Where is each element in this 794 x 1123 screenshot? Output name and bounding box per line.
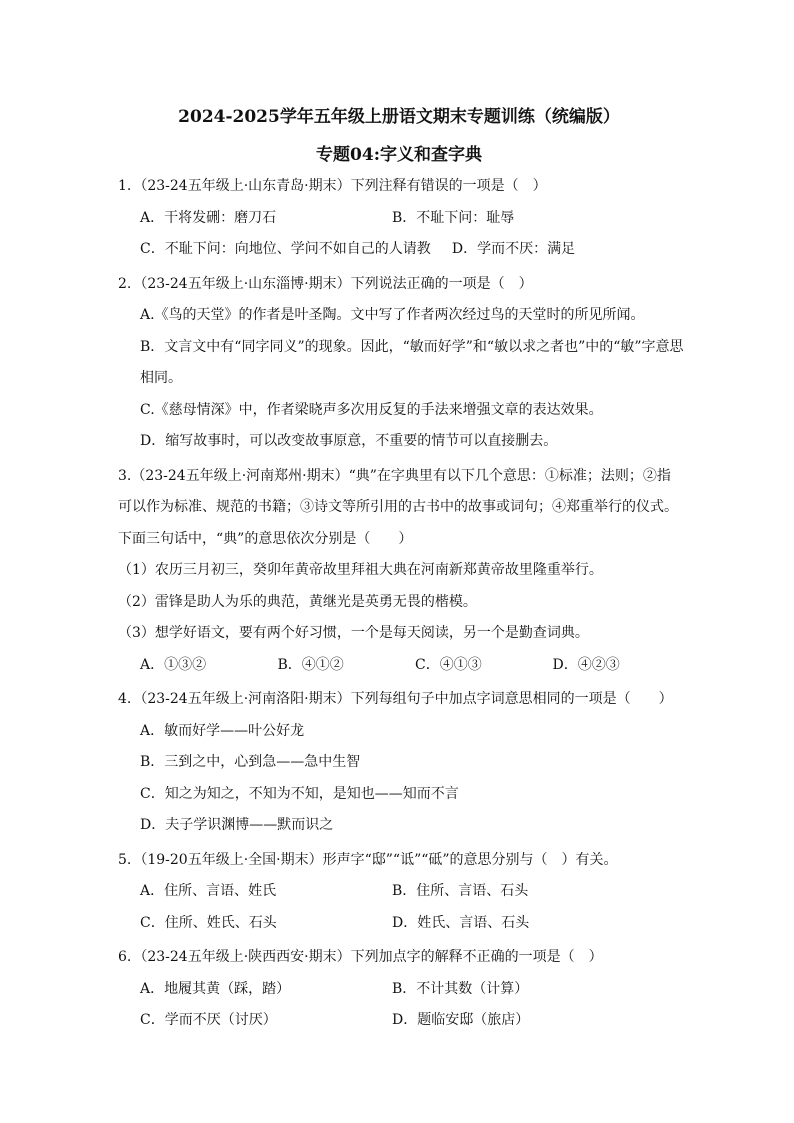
option-c: C．学而不厌（讨厌）: [140, 1012, 277, 1028]
option-d: D．姓氏、言语、石头: [392, 914, 530, 931]
option-c: C．不耻下问：向地位、学问不如自己的人请教: [140, 241, 431, 257]
question-stem: 2. （23-24五年级上·山东淄博·期末）下列说法正确的一项是（ ）: [118, 275, 533, 292]
option-b: B．不耻下问：耻辱: [392, 209, 515, 226]
question-2: [118, 269, 690, 458]
question-stem-line: 下面三句话中，“典”的意思依次分别是（ ）: [118, 530, 413, 547]
question-6: [118, 942, 690, 1037]
option-a: A．地履其黄（踩，踏）: [140, 980, 291, 997]
option-d: D．缩写故事时，可以改变故事原意，不重要的情节可以直接删去。: [140, 433, 558, 449]
option-a: A．干将发硎：磨刀石: [140, 209, 277, 226]
option-d: D．夫子学识渊博——默而识之: [140, 817, 334, 833]
page-title: 2024-2025学年五年级上册语文期末专题训练（统编版）: [178, 107, 620, 127]
question-stem: 3.（23-24五年级上·河南郑州·期末）“典”在字典里有以下几个意思：①标准；法则；②指: [118, 467, 671, 484]
question-stem: 6. （23-24五年级上·陕西西安·期末）下列加点字的解释不正确的一项是（ ）: [118, 949, 603, 965]
options-row: [118, 650, 690, 682]
sentence-item-3: （3）想学好语文，要有两个好习惯，一个是每天阅读，另一个是勤查词典。: [118, 625, 589, 641]
option-c: C．④①③: [415, 656, 482, 673]
option-b: B．文言文中有“同字同义”的现象。因此，“敏而好学”和“敏以求之者也”中的“敏”字意思: [140, 338, 684, 355]
options-row: [118, 1005, 690, 1037]
option-a: A.《鸟的天堂》的作者是叶圣陶。文中写了作者两次经过鸟的天堂时的所见所闻。: [140, 307, 645, 323]
options-row: [118, 974, 690, 1006]
question-stem: 1. （23-24五年级上·山东青岛·期末）下列注释有错误的一项是（ ）: [118, 178, 547, 194]
option-c: C．知之为知之，不知为不知，是知也——知而不言: [140, 785, 459, 802]
option-d: D．学而不厌：满足: [451, 241, 576, 257]
option-c: C．住所、姓氏、石头: [140, 914, 277, 931]
options-row: [118, 234, 690, 266]
option-c: C.《慈母情深》中，作者梁晓声多次用反复的手法来增强文章的表达效果。: [140, 401, 603, 418]
option-b: B．不计其数（计算）: [392, 980, 529, 997]
options-row: [118, 908, 690, 940]
option-b: B．住所、言语、石头: [392, 883, 529, 899]
question-5: [118, 845, 690, 940]
option-a: A．①③②: [140, 656, 207, 673]
question-1: [118, 171, 690, 266]
option-b-continued: 相同。: [140, 370, 182, 386]
question-stem: 4. （23-24五年级上·河南洛阳·期末）下列每组句子中加点字词意思相同的一项是（ ）: [118, 691, 673, 707]
option-b: B．三到之中，心到急——急中生智: [140, 754, 361, 770]
question-stem: 5. （19-20五年级上·全国·期末）形声字“邸”“诋”“砥”的意思分别与（ ）有关。: [118, 851, 618, 868]
option-a: A．住所、言语、姓氏: [140, 883, 277, 899]
page-subtitle: 专题04:字义和查字典: [316, 145, 482, 165]
options-row: [118, 876, 690, 908]
sentence-item-2: （2）雷锋是助人为乐的典范，黄继光是英勇无畏的楷模。: [118, 593, 477, 610]
sentence-item-1: （1）农历三月初三，癸卯年黄帝故里拜祖大典在河南新郑黄帝故里隆重举行。: [118, 562, 603, 578]
option-d: D．④②③: [552, 656, 620, 673]
option-d: D．题临安邸（旅店）: [392, 1012, 530, 1028]
options-row: [118, 203, 690, 235]
option-b: B．④①②: [277, 656, 344, 673]
question-4: [118, 684, 690, 842]
question-3: [118, 461, 690, 682]
option-a: A．敏而好学——叶公好龙: [140, 722, 305, 739]
question-stem-line: 可以作为标准、规范的书籍；③诗文等所引用的古书中的故事或词句；④郑重举行的仪式。: [118, 499, 678, 515]
